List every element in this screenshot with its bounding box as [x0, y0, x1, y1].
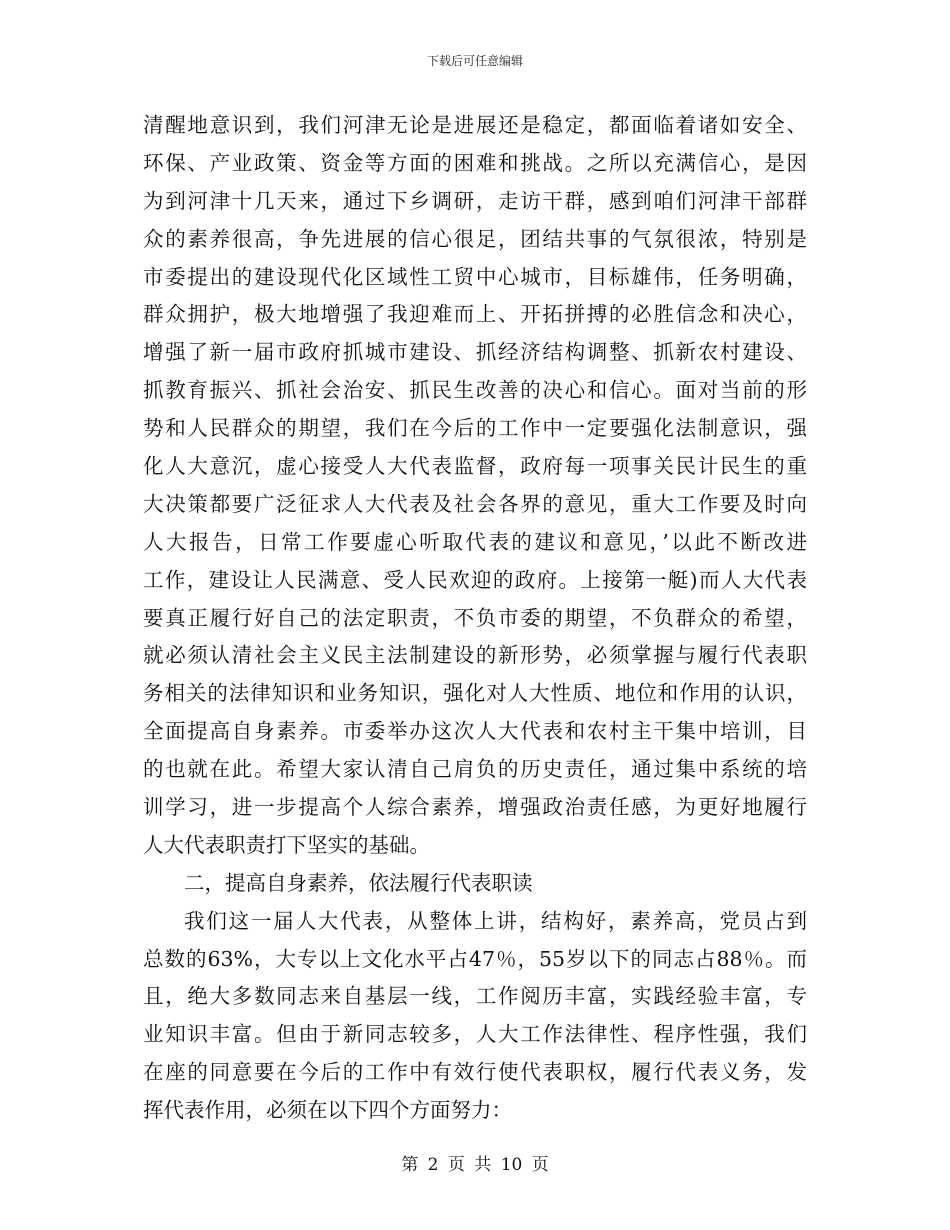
paragraph-line: 为到河津十几天来，通过下乡调研，走访干群，感到咱们河津干部群	[143, 188, 807, 213]
paragraph-line: 环保、产业政策、资金等方面的困难和挑战。之所以充满信心，是因	[143, 150, 807, 175]
paragraph-line: 抓教育振兴、抓社会治安、抓民生改善的决心和信心。面对当前的形	[143, 378, 807, 403]
paragraph-continued	[143, 107, 807, 865]
page-header: 下载后可任意编辑	[426, 54, 523, 68]
paragraph-line: 人大报告，日常工作要虚心听取代表的建议和意见，’以此不断改进	[143, 529, 807, 554]
paragraph-line: 且，绝大多数同志来自基层一线，工作阅历丰富，实践经验丰富，专	[143, 984, 807, 1009]
paragraph-line: 业知识丰富。但由于新同志较多，人大工作法律性、程序性强，我们	[143, 1022, 807, 1047]
paragraph-line: 务相关的法律知识和业务知识，强化对人大性质、地位和作用的认识，	[143, 681, 807, 706]
document-body	[143, 107, 807, 1130]
paragraph-line: 化人大意沉，虚心接受人大代表监督，政府每一项事关民计民生的重	[143, 454, 807, 479]
paragraph-line: 增强了新一届市政府抓城市建设、抓经济结构调整、抓新农村建设、	[143, 340, 807, 365]
paragraph-line: 的也就在此。希望大家认清自己肩负的历史责任，通过集中系统的培	[143, 757, 807, 782]
paragraph-line: 在座的同意要在今后的工作中有效行使代表职权，履行代表义务，发	[143, 1060, 807, 1085]
paragraph-line: 清醒地意识到，我们河津无论是进展还是稳定，都面临着诸如安全、	[143, 113, 807, 137]
paragraph-line: 势和人民群众的期望，我们在今后的工作中一定要强化法制意识，强	[143, 416, 807, 441]
paragraph-line: 全面提高自身素养。市委举办这次人大代表和农村主干集中培训，目	[143, 719, 807, 744]
paragraph-line: 市委提出的建设现代化区域性工贸中心城市，目标雄伟，任务明确，	[143, 264, 807, 289]
paragraph-line: 群众拥护，极大地增强了我迎难而上、开拓拼搏的必胜信念和决心，	[143, 302, 807, 327]
paragraph-line: 人大代表职责打下坚实的基础。	[143, 832, 430, 857]
paragraph-line: 我们这一届人大代表，从整体上讲，结构好，素养高，党员占到	[184, 908, 807, 933]
paragraph-line: 工作，建设让人民满意、受人民欢迎的政府。上接第一艇)而人大代表	[143, 567, 807, 592]
page-footer: 第 2 页 共 10 页	[401, 1155, 549, 1175]
paragraph-line: 要真正履行好自己的法定职责，不负市委的期望，不负群众的希望，	[143, 605, 807, 630]
paragraph-line: 大决策都要广泛征求人大代表及社会各界的意见，重大工作要及时向	[143, 491, 807, 516]
paragraph-line: 总数的63%，大专以上文化水平占47％，55岁以下的同志占88％。而	[143, 946, 807, 971]
paragraph-line: 挥代表作用，必须在以下四个方面努力：	[143, 1098, 512, 1123]
paragraph-line: 众的素养很高，争先进展的信心很足，团结共事的气氛很浓，特别是	[143, 226, 807, 251]
paragraph-section-2	[143, 903, 807, 1130]
paragraph-line: 就必须认清社会主义民主法制建设的新形势，必须掌握与履行代表职	[143, 643, 807, 668]
paragraph-line: 训学习，进一步提高个人综合素养，增强政治责任感，为更好地履行	[143, 795, 807, 820]
section-heading: 二，提高自身素养，依法履行代表职读	[184, 870, 533, 895]
